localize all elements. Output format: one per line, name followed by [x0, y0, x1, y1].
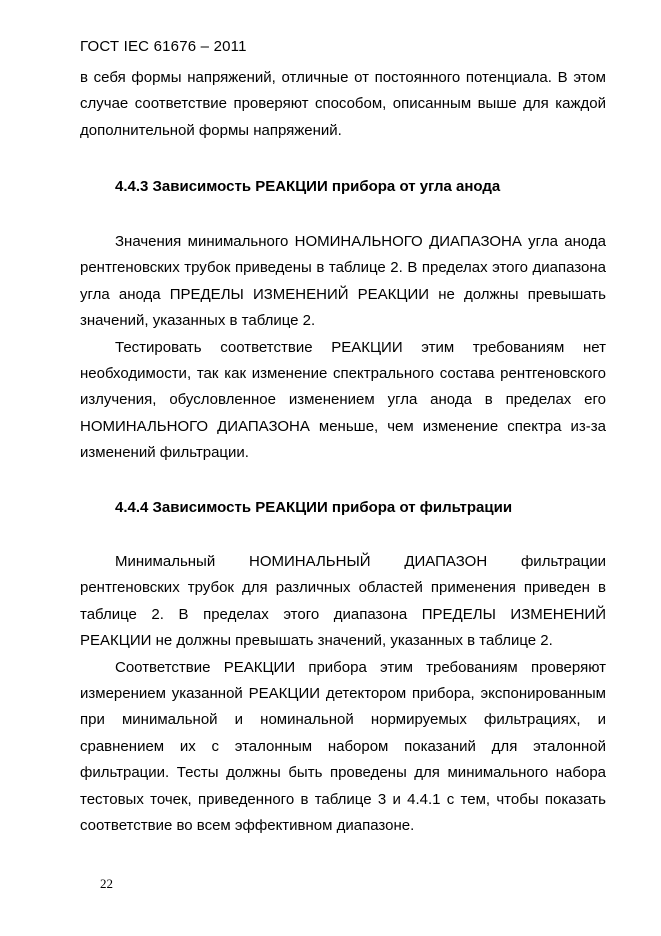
standard-header: ГОСТ IEC 61676 – 2011 [80, 38, 247, 55]
section-4-4-4-body [80, 549, 606, 839]
intro-paragraph-block [80, 65, 606, 144]
section-4-4-3-paragraph-2: Тестировать соответствие РЕАКЦИИ этим требованиям нет необходимости, так как изменение спектрального состава рентгеновского излучения, обусловленное изменением угла анода в пределах его НОМИНАЛЬНОГО ДИАПАЗОНА меньше, чем изменение спектра из-за изменений фильтрации. [80, 338, 606, 462]
section-4-4-4-heading: 4.4.4 Зависимость РЕАКЦИИ прибора от фильтрации [115, 499, 513, 516]
section-4-4-3-body [80, 229, 606, 467]
section-4-4-4-paragraph-1: Минимальный НОМИНАЛЬНЫЙ ДИАПАЗОН фильтрации рентгеновских трубок для различных областей применения приведен в таблице 2. В пределах этого диапазона ПРЕДЕЛЫ ИЗМЕНЕНИЙ РЕАКЦИИ не должны превышать значений, указанных в таблице 2. [80, 553, 606, 650]
page-number: 22 [100, 876, 113, 891]
section-4-4-4-paragraph-2: Соответствие РЕАКЦИИ прибора этим требованиям проверяют измерением указанной РЕАКЦИИ детектором прибора, экспонированным при минимальной и номинальной нормируемых фильтрациях, и сравнением их с эталонным набором показаний для эталонной фильтрации. Тесты должны быть проведены для минимального набора тестовых точек, приведенного в таблице 3 и 4.4.1 с тем, чтобы показать соответствие во всем эффективном диапазоне. [80, 658, 606, 835]
section-4-4-3-paragraph-1: Значения минимального НОМИНАЛЬНОГО ДИАПАЗОНА угла анода рентгеновских трубок приведены в таблице 2. В пределах этого диапазона угла анода ПРЕДЕЛЫ ИЗМЕНЕНИЙ РЕАКЦИИ не должны превышать значений, указанных в таблице 2. [80, 233, 606, 330]
section-4-4-3-heading: 4.4.3 Зависимость РЕАКЦИИ прибора от угла анода [115, 178, 501, 195]
intro-paragraph: в себя формы напряжений, отличные от постоянного потенциала. В этом случае соответствие проверяют способом, описанным выше для каждой дополнительной формы напряжений. [80, 69, 606, 139]
